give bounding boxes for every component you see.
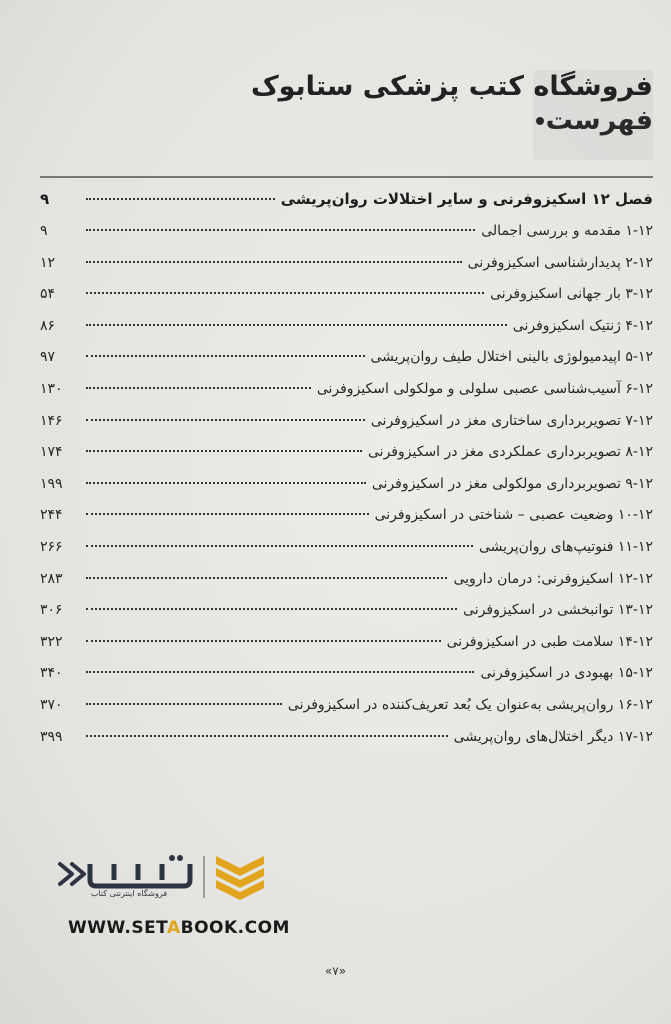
header-divider xyxy=(40,176,653,178)
dot-leader xyxy=(86,577,447,579)
toc-entry-row[interactable] xyxy=(40,634,653,666)
toc-entry-row[interactable] xyxy=(40,476,653,508)
entry-label: ۵-۱۲ اپیدمیولوژی بالینی اختلال طیف روان‌پریشی xyxy=(370,349,653,366)
dot-leader xyxy=(86,735,448,737)
toc-entry-row[interactable] xyxy=(40,349,653,381)
url-accent: A xyxy=(166,918,181,938)
toc-entry-row[interactable] xyxy=(40,665,653,697)
logo-wordmark-icon xyxy=(90,855,190,886)
entry-page-number: ۳۴۰ xyxy=(40,665,63,682)
toc-entry-row[interactable] xyxy=(40,318,653,350)
entry-page-number: ۲۸۳ xyxy=(40,570,63,587)
chapter-label: فصل ۱۲ اسکیزوفرنی و سایر اختلالات روان‌پریشی xyxy=(280,190,653,208)
dot-leader xyxy=(86,703,282,705)
url-suffix: BOOK.COM xyxy=(180,918,290,938)
chapter-page-number: ۹ xyxy=(40,190,50,208)
toc-entry-row[interactable] xyxy=(40,507,653,539)
dot-leader xyxy=(86,450,362,452)
dot-leader xyxy=(86,198,275,200)
logo-url[interactable] xyxy=(68,918,288,938)
entry-label: ۱۴-۱۲ سلامت طبی در اسکیزوفرنی xyxy=(446,633,653,650)
entry-label: ۱۶-۱۲ روان‌پریشی به‌عنوان یک بُعد تعریف‌کننده در اسکیزوفرنی xyxy=(287,696,653,713)
entry-label: ۹-۱۲ تصویربرداری مولکولی مغز در اسکیزوفرنی xyxy=(371,475,653,492)
dot-leader xyxy=(86,419,365,421)
entry-page-number: ۸۶ xyxy=(40,317,56,334)
entry-page-number: ۹۷ xyxy=(40,349,56,366)
entry-page-number: ۱۷۴ xyxy=(40,444,63,461)
entry-label: ۳-۱۲ بار جهانی اسکیزوفرنی xyxy=(490,286,653,303)
entry-page-number: ۲۴۴ xyxy=(40,507,63,524)
toc-heading xyxy=(251,104,653,138)
entry-label: ۱۲-۱۲ اسکیزوفرنی: درمان دارویی xyxy=(453,570,653,587)
dot-leader xyxy=(86,640,441,642)
entry-label: ۱۰-۱۲ وضعیت عصبی – شناختی در اسکیزوفرنی xyxy=(374,507,653,524)
heading-bullet-icon xyxy=(536,117,544,125)
toc-entry-row[interactable] xyxy=(40,571,653,603)
dot-leader xyxy=(86,261,462,263)
toc-entry-row[interactable] xyxy=(40,223,653,255)
logo-tagline: فروشگاه اینترنتی کتاب xyxy=(90,889,168,898)
toc-entry-row[interactable] xyxy=(40,413,653,445)
dot-leader xyxy=(86,608,457,610)
entry-page-number: ۱۹۹ xyxy=(40,475,63,492)
toc-entry-row[interactable] xyxy=(40,729,653,761)
dot-leader xyxy=(86,292,484,294)
entry-page-number: ۲۶۶ xyxy=(40,538,63,555)
dot-leader xyxy=(86,387,311,389)
entry-label: ۱۳-۱۲ توانبخشی در اسکیزوفرنی xyxy=(463,602,653,619)
entry-page-number: ۳۲۲ xyxy=(40,633,63,650)
dot-leader xyxy=(86,482,366,484)
entry-label: ۱۱-۱۲ فنوتیپ‌های روان‌پریشی xyxy=(478,538,653,555)
entry-page-number: ۳۰۶ xyxy=(40,602,63,619)
toc-entry-row[interactable] xyxy=(40,697,653,729)
setabook-logo xyxy=(54,850,294,920)
dot-leader xyxy=(86,513,369,515)
store-title: فروشگاه کتب پزشکی ستابوک xyxy=(250,71,653,102)
entry-label: ۷-۱۲ تصویربرداری ساختاری مغز در اسکیزوفرنی xyxy=(370,412,653,429)
toc-entry-row[interactable] xyxy=(40,286,653,318)
toc-chapter-row[interactable] xyxy=(40,190,653,223)
toc-entry-row[interactable] xyxy=(40,381,653,413)
page-number: «۷» xyxy=(324,964,347,978)
table-of-contents xyxy=(40,190,653,760)
entry-page-number: ۵۴ xyxy=(40,286,56,303)
toc-title: فهرست xyxy=(545,105,653,136)
entry-label: ۶-۱۲ آسیب‌شناسی عصبی سلولی و مولکولی اسکیزوفرنی xyxy=(316,380,653,397)
entry-page-number: ۳۹۹ xyxy=(40,728,63,745)
toc-entries xyxy=(40,223,653,760)
toc-entry-row[interactable] xyxy=(40,255,653,287)
entry-label: ۲-۱۲ پدیدارشناسی اسکیزوفرنی xyxy=(467,254,653,271)
toc-entry-row[interactable] xyxy=(40,602,653,634)
entry-label: ۸-۱۲ تصویربرداری عملکردی مغز در اسکیزوفرنی xyxy=(368,444,653,461)
entry-page-number: ۹ xyxy=(40,223,48,239)
logo-book-icon xyxy=(216,856,264,900)
dot-leader xyxy=(86,324,507,326)
entry-label: ۱۷-۱۲ دیگر اختلال‌های روان‌پریشی xyxy=(453,728,653,745)
logo-chevrons-icon xyxy=(60,864,84,884)
url-prefix: WWW.SET xyxy=(68,918,167,938)
entry-label: ۱-۱۲ مقدمه و بررسی اجمالی xyxy=(481,223,653,239)
entry-page-number: ۱۴۶ xyxy=(40,412,63,429)
dot-leader xyxy=(86,229,475,231)
toc-entry-row[interactable] xyxy=(40,444,653,476)
entry-page-number: ۱۲ xyxy=(40,254,56,271)
entry-page-number: ۱۳۰ xyxy=(40,380,63,397)
dot-leader xyxy=(86,545,473,547)
page-header xyxy=(251,70,653,138)
entry-label: ۱۵-۱۲ بهبودی در اسکیزوفرنی xyxy=(480,665,653,682)
entry-label: ۴-۱۲ ژنتیک اسکیزوفرنی xyxy=(512,317,653,334)
dot-leader xyxy=(86,355,365,357)
dot-leader xyxy=(86,671,474,673)
entry-page-number: ۳۷۰ xyxy=(40,696,63,713)
toc-entry-row[interactable] xyxy=(40,539,653,571)
